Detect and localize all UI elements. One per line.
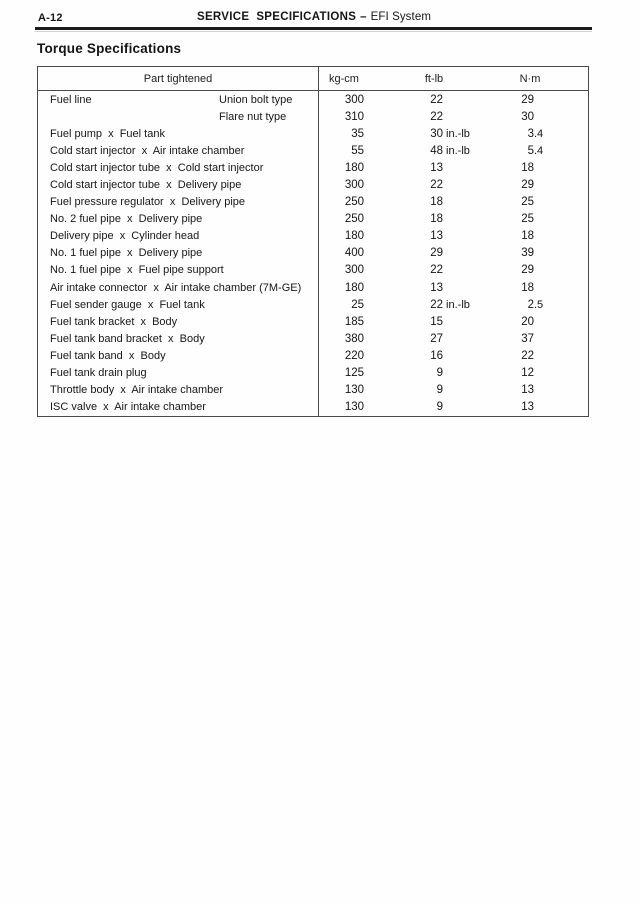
ftlb-value: 29	[430, 247, 443, 260]
ftlb-value: 13	[430, 230, 443, 243]
part-label: Cold start injector tube x Delivery pipe	[50, 179, 242, 192]
kgcm-value: 25	[351, 298, 364, 311]
part-cell	[38, 176, 319, 193]
table-row	[38, 347, 588, 364]
page-title-separator: –	[360, 11, 367, 23]
values-cell	[319, 211, 588, 228]
nm-suffix: .4	[534, 127, 544, 140]
values-cell	[319, 245, 588, 262]
ftlb-value: 9	[436, 401, 443, 414]
nm-value: 22	[521, 349, 534, 362]
page-title	[36, 11, 592, 23]
kgcm-value: 310	[344, 110, 364, 123]
table-row	[38, 399, 588, 416]
ftlb-value: 22	[430, 93, 443, 106]
part-label: No. 1 fuel pipe x Fuel pipe support	[50, 264, 224, 277]
table-row	[38, 279, 588, 296]
page-title-main: SERVICE SPECIFICATIONS	[196, 11, 357, 23]
ftlb-value: 16	[430, 349, 443, 362]
table-row	[38, 296, 588, 313]
part-cell	[38, 228, 319, 245]
part-cell	[38, 125, 319, 142]
ftlb-value: 13	[430, 281, 443, 294]
part-label: Delivery pipe x Cylinder head	[50, 230, 200, 243]
kgcm-value: 185	[344, 315, 364, 328]
part-cell	[38, 382, 319, 399]
ftlb-value: 22	[430, 110, 443, 123]
nm-value: 20	[521, 315, 534, 328]
kgcm-value: 180	[344, 230, 364, 243]
kgcm-value: 130	[344, 401, 364, 414]
part-cell	[38, 399, 319, 416]
table-row	[38, 228, 588, 245]
ftlb-suffix: in.-lb	[443, 144, 470, 157]
nm-value: 37	[521, 332, 534, 345]
kgcm-value: 250	[344, 213, 364, 226]
nm-value: 5	[527, 144, 534, 157]
kgcm-value: 35	[351, 127, 364, 140]
part-cell	[38, 262, 319, 279]
kgcm-value: 220	[344, 349, 364, 362]
kgcm-value: 180	[344, 161, 364, 174]
page-title-subtitle: EFI System	[370, 11, 432, 23]
part-label: Fuel tank bracket x Body	[50, 315, 178, 328]
table-header-units	[319, 67, 588, 90]
table-row	[38, 245, 588, 262]
part-label: Air intake connector x Air intake chamber (7M-GE)	[50, 281, 302, 294]
values-cell	[319, 194, 588, 211]
nm-value: 39	[521, 247, 534, 260]
ftlb-value: 9	[436, 367, 443, 380]
ftlb-suffix: in.-lb	[443, 127, 470, 140]
part-label: Cold start injector tube x Cold start injector	[50, 161, 264, 174]
nm-value: 12	[521, 367, 534, 380]
nm-value: 18	[521, 230, 534, 243]
part-label: Cold start injector x Air intake chamber	[50, 144, 245, 157]
ftlb-value: 22	[430, 264, 443, 277]
section-heading: Torque Specifications	[37, 41, 182, 56]
ftlb-suffix: in.-lb	[443, 298, 470, 311]
column-header-part: Part tightened	[38, 67, 319, 90]
part-label: Fuel tank band x Body	[50, 349, 166, 362]
part-cell	[38, 313, 319, 330]
part-cell	[38, 347, 319, 364]
variant-label: Flare nut type	[219, 110, 287, 123]
page-number: A-12	[38, 12, 63, 24]
part-label: Fuel tank band bracket x Body	[50, 332, 205, 345]
nm-value: 18	[521, 161, 534, 174]
values-cell	[319, 142, 588, 159]
ftlb-value: 48	[430, 144, 443, 157]
part-label: Fuel pressure regulator x Delivery pipe	[50, 196, 246, 209]
nm-value: 25	[521, 196, 534, 209]
ftlb-value: 22	[430, 298, 443, 311]
nm-value: 29	[521, 93, 534, 106]
kgcm-value: 300	[344, 264, 364, 277]
part-cell	[38, 142, 319, 159]
nm-suffix: .4	[534, 144, 544, 157]
ftlb-value: 22	[430, 179, 443, 192]
nm-value: 13	[521, 384, 534, 397]
nm-value: 29	[521, 179, 534, 192]
values-cell	[319, 228, 588, 245]
table-row	[38, 211, 588, 228]
part-cell	[38, 365, 319, 382]
values-cell	[319, 330, 588, 347]
part-cell	[38, 159, 319, 176]
table-row	[38, 176, 588, 193]
part-cell	[38, 211, 319, 228]
part-label: Fuel sender gauge x Fuel tank	[50, 298, 205, 311]
kgcm-value: 250	[344, 196, 364, 209]
part-cell	[38, 245, 319, 262]
table-row	[38, 91, 588, 108]
column-header-ftlb: ft-lb	[424, 72, 444, 85]
ftlb-value: 15	[430, 315, 443, 328]
ftlb-value: 13	[430, 161, 443, 174]
table-row	[38, 142, 588, 159]
nm-value: 2	[527, 298, 534, 311]
kgcm-value: 55	[351, 144, 364, 157]
table-row	[38, 365, 588, 382]
part-cell	[38, 91, 319, 108]
table-body	[38, 91, 588, 416]
part-cell	[38, 194, 319, 211]
table-row	[38, 313, 588, 330]
kgcm-value: 380	[344, 332, 364, 345]
kgcm-value: 180	[344, 281, 364, 294]
kgcm-value: 400	[344, 247, 364, 260]
kgcm-value: 300	[344, 179, 364, 192]
header-rule	[35, 27, 592, 30]
values-cell	[319, 399, 588, 416]
table-row	[38, 194, 588, 211]
table-row	[38, 262, 588, 279]
values-cell	[319, 108, 588, 125]
nm-value: 13	[521, 401, 534, 414]
values-cell	[319, 347, 588, 364]
values-cell	[319, 365, 588, 382]
values-cell	[319, 313, 588, 330]
nm-value: 30	[521, 110, 534, 123]
values-cell	[319, 125, 588, 142]
kgcm-value: 300	[344, 93, 364, 106]
torque-specifications-table	[37, 66, 589, 417]
part-label: Fuel pump x Fuel tank	[50, 127, 165, 140]
kgcm-value: 125	[344, 367, 364, 380]
column-header-kgcm: kg-cm	[329, 72, 359, 85]
ftlb-value: 18	[430, 213, 443, 226]
values-cell	[319, 296, 588, 313]
nm-value: 25	[521, 213, 534, 226]
part-label: ISC valve x Air intake chamber	[50, 401, 206, 414]
table-row	[38, 382, 588, 399]
part-label: Fuel tank drain plug	[50, 367, 147, 380]
part-cell	[38, 330, 319, 347]
ftlb-value: 18	[430, 196, 443, 209]
table-row	[38, 330, 588, 347]
part-cell	[38, 296, 319, 313]
values-cell	[319, 176, 588, 193]
ftlb-value: 27	[430, 332, 443, 345]
values-cell	[319, 382, 588, 399]
values-cell	[319, 91, 588, 108]
part-label: Throttle body x Air intake chamber	[50, 384, 224, 397]
nm-suffix: .5	[534, 298, 544, 311]
table-row	[38, 159, 588, 176]
values-cell	[319, 159, 588, 176]
variant-label: Union bolt type	[219, 93, 293, 106]
header-rule-echo	[35, 31, 592, 32]
kgcm-value: 130	[344, 384, 364, 397]
part-cell	[38, 108, 319, 125]
nm-value: 3	[527, 127, 534, 140]
values-cell	[319, 279, 588, 296]
table-row	[38, 125, 588, 142]
values-cell	[319, 262, 588, 279]
nm-value: 18	[521, 281, 534, 294]
part-label: Fuel line	[50, 93, 92, 106]
table-header-row	[38, 67, 588, 91]
nm-value: 29	[521, 264, 534, 277]
column-header-nm: N·m	[519, 72, 541, 85]
part-label: No. 1 fuel pipe x Delivery pipe	[50, 247, 203, 260]
part-label: No. 2 fuel pipe x Delivery pipe	[50, 213, 203, 226]
ftlb-value: 30	[430, 127, 443, 140]
ftlb-value: 9	[436, 384, 443, 397]
part-cell	[38, 279, 319, 296]
table-row	[38, 108, 588, 125]
